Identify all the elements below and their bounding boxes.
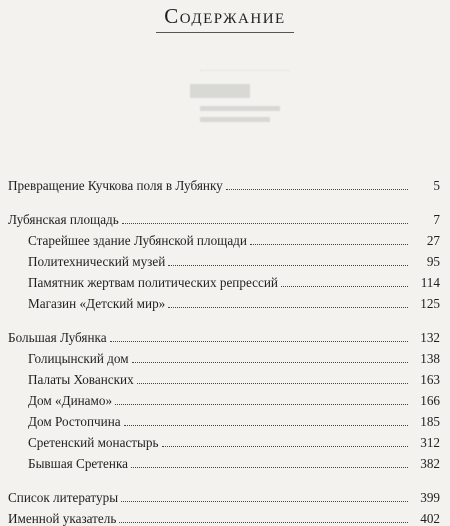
dot-leader [115, 403, 408, 405]
toc-entry-label: Большая Лубянка [8, 330, 107, 345]
toc-page-number: 166 [420, 393, 440, 408]
toc-subentry[interactable] [8, 429, 440, 450]
dot-leader [131, 466, 408, 468]
toc-page-number: 138 [420, 351, 440, 366]
page-title: Содержание [156, 4, 293, 33]
toc-entry-label: Магазин «Детский мир» [28, 296, 166, 311]
section-gap [8, 193, 440, 206]
toc-entry[interactable] [8, 206, 440, 227]
toc-subentry[interactable] [8, 408, 440, 429]
toc-entry-label: Палаты Хованских [28, 372, 134, 387]
dot-leader [281, 285, 408, 287]
toc-entry-label: Лубянская площадь [8, 212, 119, 227]
toc-page-number: 95 [426, 254, 440, 269]
toc-subentry[interactable] [8, 345, 440, 366]
dot-leader [137, 382, 408, 384]
toc-entry[interactable] [8, 324, 440, 345]
toc-entry-label: Бывшая Сретенка [28, 456, 129, 471]
dot-leader [250, 243, 408, 245]
dot-leader [119, 521, 408, 523]
toc-page-number: 399 [420, 490, 440, 505]
toc-subentry[interactable] [8, 227, 440, 248]
dot-leader [110, 340, 408, 342]
toc-entry[interactable] [8, 505, 440, 526]
dot-leader [168, 306, 408, 308]
toc-page-number: 185 [420, 414, 440, 429]
section-gap [8, 471, 440, 484]
toc-entry-label: Дом Ростопчина [28, 414, 121, 429]
toc-page-number: 125 [420, 296, 440, 311]
toc-entry-label: Сретенский монастырь [28, 435, 159, 450]
dot-leader [132, 361, 408, 363]
dot-leader [121, 500, 408, 502]
dot-leader [124, 424, 408, 426]
toc-page-number: 114 [420, 275, 440, 290]
toc-subentry[interactable] [8, 450, 440, 471]
toc-entry-label: Старейшее здание Лубянской площади [28, 233, 247, 248]
title-block [0, 4, 450, 33]
toc-entry[interactable] [8, 484, 440, 505]
toc-entry-label: Список литературы [8, 490, 119, 505]
toc-subentry[interactable] [8, 269, 440, 290]
toc-entry-label: Превращение Кучкова поля в Лубянку [8, 178, 223, 193]
toc-page-number: 5 [433, 178, 440, 193]
toc-entry-label: Голицынский дом [28, 351, 129, 366]
bleed-through-ghost-text [160, 62, 320, 132]
toc-page-number: 7 [433, 212, 440, 227]
dot-leader [168, 264, 408, 266]
dot-leader [162, 445, 408, 447]
toc-subentry[interactable] [8, 387, 440, 408]
toc-entry-label: Именной указатель [8, 511, 117, 526]
toc-page-number: 382 [420, 456, 440, 471]
toc-entry-label: Памятник жертвам политических репрессий [28, 275, 278, 290]
toc-entry-label: Дом «Динамо» [28, 393, 113, 408]
toc-page-number: 27 [426, 233, 440, 248]
toc-page-number: 402 [420, 511, 440, 526]
toc-entry[interactable] [8, 172, 440, 193]
toc-subentry[interactable] [8, 366, 440, 387]
dot-leader [122, 222, 408, 224]
dot-leader [226, 188, 408, 190]
section-gap [8, 311, 440, 324]
toc-subentry[interactable] [8, 290, 440, 311]
toc-page-number: 132 [420, 330, 440, 345]
toc-page-number: 312 [420, 435, 440, 450]
toc-page-number: 163 [420, 372, 440, 387]
table-of-contents [8, 172, 440, 526]
toc-entry-label: Политехнический музей [28, 254, 166, 269]
toc-subentry[interactable] [8, 248, 440, 269]
